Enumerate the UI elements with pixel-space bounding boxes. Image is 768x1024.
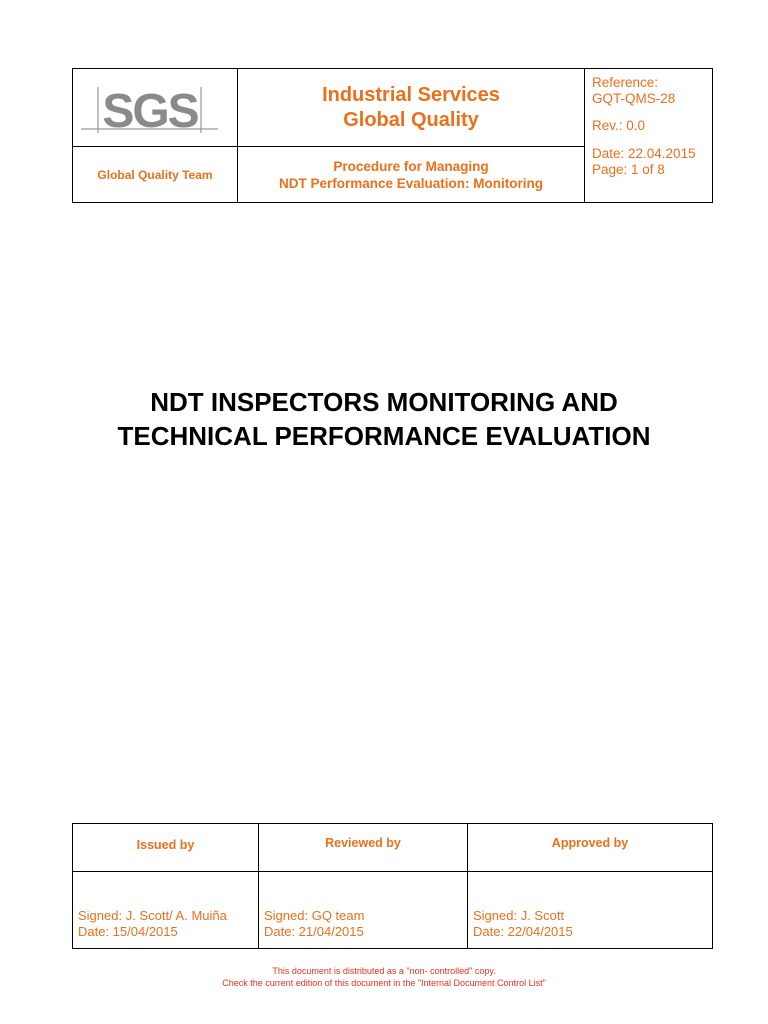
- approved-by-cell: [468, 872, 712, 948]
- header-title: [238, 69, 585, 147]
- reviewed-date: Date: 21/04/2015: [264, 924, 364, 939]
- document-title-line-2: TECHNICAL PERFORMANCE EVALUATION: [117, 421, 651, 451]
- issued-by-cell: [73, 872, 259, 948]
- logo-text: SGS: [102, 85, 198, 138]
- distribution-footer: [0, 965, 768, 989]
- reviewed-by-heading: Reviewed by: [259, 824, 468, 872]
- revision: Rev.: 0.0: [592, 118, 646, 133]
- document-title: [0, 385, 768, 453]
- approved-signed: Signed: J. Scott: [473, 908, 565, 923]
- reference-block: [585, 69, 712, 202]
- page-number: Page: 1 of 8: [592, 162, 665, 177]
- document-header: [72, 68, 713, 203]
- document-title-line-1: NDT INSPECTORS MONITORING AND: [150, 387, 618, 417]
- reviewed-signed: Signed: GQ team: [264, 908, 365, 923]
- footer-line-1: This document is distributed as a "non- controlled" copy.: [272, 966, 496, 976]
- approved-date: Date: 22/04/2015: [473, 924, 573, 939]
- procedure-line-1: Procedure for Managing: [333, 158, 489, 174]
- signoff-table: [72, 823, 713, 949]
- approved-by-heading: Approved by: [468, 824, 712, 872]
- title-global-quality: Global Quality: [343, 108, 479, 131]
- procedure-line-2: NDT Performance Evaluation: Monitoring: [278, 175, 544, 191]
- team-label: Global Quality Team: [73, 147, 238, 202]
- footer-line-2: Check the current edition of this document in the "Internal Document Control List": [222, 978, 546, 988]
- title-industrial-services: Industrial Services: [322, 83, 500, 106]
- issue-date: Date: 22.04.2015: [592, 146, 696, 161]
- issued-by-heading: Issued by: [73, 824, 259, 872]
- issued-date: Date: 15/04/2015: [78, 924, 178, 939]
- reference-value: GQT-QMS-28: [592, 91, 676, 106]
- reference-label: Reference:: [592, 75, 659, 90]
- procedure-title: [238, 147, 585, 202]
- sgs-logo: [73, 69, 238, 147]
- reviewed-by-cell: [259, 872, 468, 948]
- issued-signed: Signed: J. Scott/ A. Muiña: [78, 908, 227, 923]
